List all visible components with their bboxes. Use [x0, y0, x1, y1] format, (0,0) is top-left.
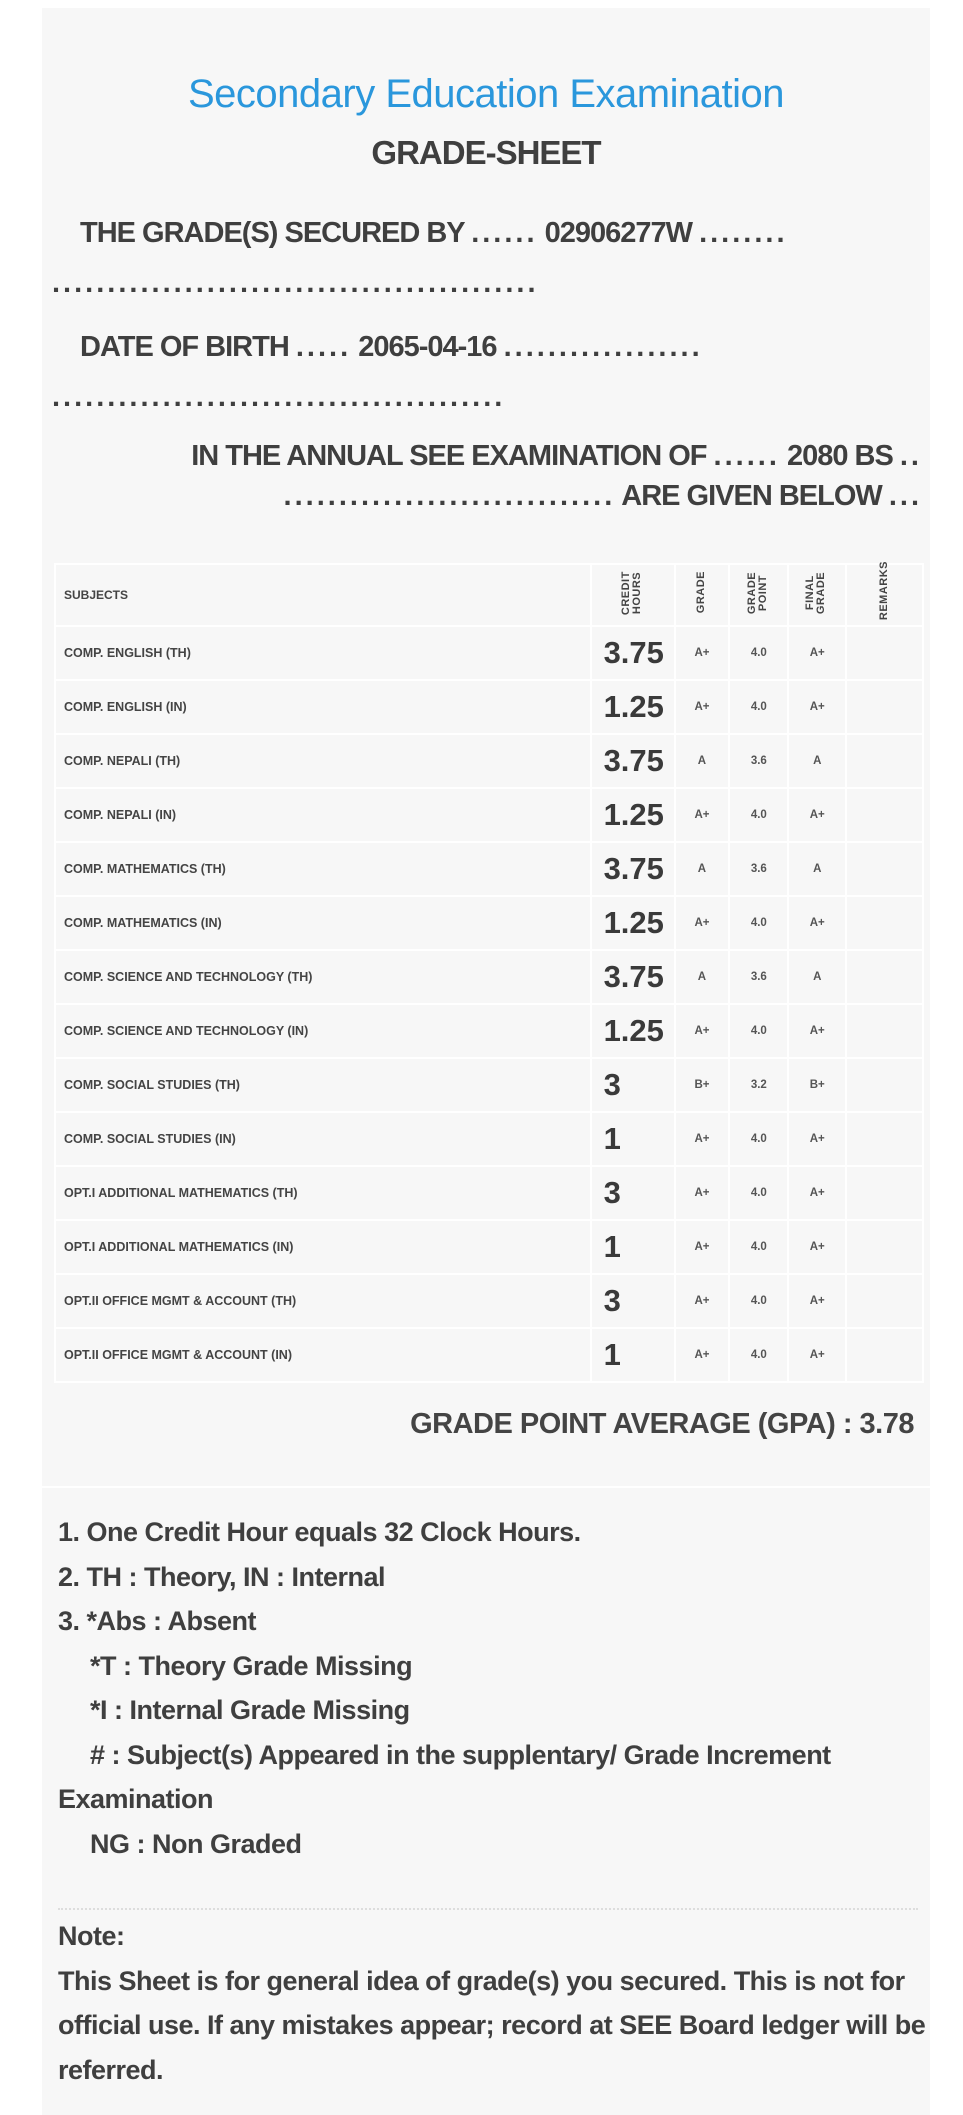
header-subjects: SUBJECTS	[55, 564, 591, 626]
note-heading: Note:	[58, 1921, 125, 1951]
grade-cell: B+	[675, 1058, 730, 1112]
grade-point-cell: 4.0	[729, 1220, 788, 1274]
gpa	[410, 1408, 914, 1441]
grade-sheet-heading: GRADE-SHEET	[371, 134, 601, 171]
subject-cell: COMP. MATHEMATICS (IN)	[55, 896, 591, 950]
grade-point-cell: 4.0	[729, 1004, 788, 1058]
secured-by-label: THE GRADE(S) SECURED BY	[80, 217, 465, 249]
subject-cell: COMP. NEPALI (TH)	[55, 734, 591, 788]
table-row	[55, 734, 923, 788]
dots: ...	[888, 480, 922, 512]
final-grade-cell: A+	[788, 1220, 846, 1274]
divider	[42, 1486, 930, 1488]
grade-cell: A+	[675, 1112, 730, 1166]
table-row	[55, 1328, 923, 1382]
remarks-cell	[846, 1004, 923, 1058]
credit-hours-cell: 1.25	[591, 788, 675, 842]
subject-cell: COMP. MATHEMATICS (TH)	[55, 842, 591, 896]
exam-line	[52, 436, 922, 516]
final-grade-cell: A+	[788, 788, 846, 842]
credit-hours-cell: 1.25	[591, 680, 675, 734]
credit-hours-cell: 1	[591, 1328, 675, 1382]
dob-line	[52, 322, 922, 422]
remarks-cell	[846, 626, 923, 680]
header-credit-hours: CREDIT HOURS	[591, 564, 675, 626]
credit-hours-cell: 3.75	[591, 950, 675, 1004]
legend-item: NG : Non Graded	[90, 1828, 302, 1859]
remarks-cell	[846, 734, 923, 788]
final-grade-cell: A+	[788, 680, 846, 734]
table-row	[55, 626, 923, 680]
table-row	[55, 1166, 923, 1220]
legend-item: 1. One Credit Hour equals 32 Clock Hours.	[58, 1517, 581, 1547]
given-below-text: ARE GIVEN BELOW	[621, 480, 882, 512]
grades-table	[54, 563, 924, 1383]
subject-cell: COMP. ENGLISH (IN)	[55, 680, 591, 734]
disclaimer-note	[58, 1914, 928, 2092]
table-row	[55, 1274, 923, 1328]
grade-cell: A+	[675, 1220, 730, 1274]
remarks-cell	[846, 950, 923, 1004]
final-grade-cell: A+	[788, 896, 846, 950]
exam-label: IN THE ANNUAL SEE EXAMINATION OF	[191, 440, 707, 472]
grade-point-cell: 3.6	[729, 950, 788, 1004]
credit-hours-cell: 1.25	[591, 1004, 675, 1058]
credit-hours-cell: 3.75	[591, 626, 675, 680]
credit-hours-cell: 3.75	[591, 842, 675, 896]
subject-cell: COMP. SOCIAL STUDIES (TH)	[55, 1058, 591, 1112]
remarks-cell	[846, 1274, 923, 1328]
header-final-grade: FINAL GRADE	[788, 564, 846, 626]
grade-point-cell: 3.6	[729, 734, 788, 788]
credit-hours-cell: 1	[591, 1112, 675, 1166]
grade-cell: A+	[675, 896, 730, 950]
subject-cell: COMP. SOCIAL STUDIES (IN)	[55, 1112, 591, 1166]
subject-cell: COMP. NEPALI (IN)	[55, 788, 591, 842]
dots: ........	[699, 217, 788, 249]
dots: .....	[295, 331, 352, 363]
remarks-cell	[846, 1328, 923, 1382]
grade-sheet-card	[42, 8, 930, 2115]
final-grade-cell: A+	[788, 1166, 846, 1220]
remarks-cell	[846, 896, 923, 950]
grade-cell: A	[675, 950, 730, 1004]
dots: .........................................	[52, 381, 506, 413]
note-body: This Sheet is for general idea of grade(s) you secured. This is not for official use. If any mistakes appear; record at SEE Board ledger will be referred.	[58, 1965, 926, 2085]
final-grade-cell: A	[788, 950, 846, 1004]
remarks-cell	[846, 1166, 923, 1220]
grade-cell: A	[675, 734, 730, 788]
dots: ......	[471, 217, 538, 249]
grade-cell: A+	[675, 626, 730, 680]
header-remarks: REMARKS	[846, 564, 923, 626]
grade-point-cell: 4.0	[729, 1166, 788, 1220]
credit-hours-cell: 3	[591, 1166, 675, 1220]
legend-list	[58, 1510, 918, 1866]
dots: ..............................	[283, 480, 616, 512]
legend-item: *I : Internal Grade Missing	[90, 1695, 410, 1725]
dots: ..................	[503, 331, 703, 363]
remarks-cell	[846, 842, 923, 896]
credit-hours-cell: 1.25	[591, 896, 675, 950]
credit-hours-cell: 3	[591, 1058, 675, 1112]
legend-item: 3. *Abs : Absent	[58, 1606, 257, 1636]
grade-cell: A+	[675, 1274, 730, 1328]
table-row	[55, 950, 923, 1004]
grade-point-cell: 4.0	[729, 680, 788, 734]
secured-by-line	[52, 208, 922, 308]
final-grade-cell: A+	[788, 626, 846, 680]
grade-point-cell: 3.6	[729, 842, 788, 896]
legend-item: # : Subject(s) Appeared in the supplentary/ Grade Increment Examination	[58, 1739, 831, 1814]
dob-value: 2065-04-16	[358, 331, 497, 363]
remarks-cell	[846, 1112, 923, 1166]
table-row	[55, 842, 923, 896]
legend-item: 2. TH : Theory, IN : Internal	[58, 1561, 386, 1592]
final-grade-cell: A+	[788, 1274, 846, 1328]
subject-cell: COMP. SCIENCE AND TECHNOLOGY (TH)	[55, 950, 591, 1004]
credit-hours-cell: 3	[591, 1274, 675, 1328]
legend-item: *T : Theory Grade Missing	[90, 1650, 413, 1681]
grade-point-cell: 3.2	[729, 1058, 788, 1112]
table-header-row	[55, 564, 923, 626]
final-grade-cell: A+	[788, 1004, 846, 1058]
grade-point-cell: 4.0	[729, 788, 788, 842]
subject-cell: OPT.II OFFICE MGMT & ACCOUNT (IN)	[55, 1328, 591, 1382]
final-grade-cell: B+	[788, 1058, 846, 1112]
grade-point-cell: 4.0	[729, 896, 788, 950]
grade-point-cell: 4.0	[729, 1112, 788, 1166]
divider	[58, 1908, 918, 1910]
subject-cell: OPT.I ADDITIONAL MATHEMATICS (TH)	[55, 1166, 591, 1220]
gpa-value: 3.78	[859, 1408, 914, 1440]
final-grade-cell: A	[788, 734, 846, 788]
remarks-cell	[846, 1220, 923, 1274]
grade-cell: A+	[675, 788, 730, 842]
grade-point-cell: 4.0	[729, 1328, 788, 1382]
table-row	[55, 1220, 923, 1274]
dob-label: DATE OF BIRTH	[80, 331, 289, 363]
dots: ..	[899, 440, 922, 472]
credit-hours-cell: 3.75	[591, 734, 675, 788]
table-row	[55, 1112, 923, 1166]
subject-cell: COMP. ENGLISH (TH)	[55, 626, 591, 680]
remarks-cell	[846, 680, 923, 734]
dots: ......	[713, 440, 780, 472]
table-row	[55, 1004, 923, 1058]
symbol-number: 02906277W	[544, 217, 692, 249]
table-row	[55, 896, 923, 950]
grade-cell: A	[675, 842, 730, 896]
remarks-cell	[846, 788, 923, 842]
subject-cell: OPT.I ADDITIONAL MATHEMATICS (IN)	[55, 1220, 591, 1274]
final-grade-cell: A+	[788, 1112, 846, 1166]
subject-cell: COMP. SCIENCE AND TECHNOLOGY (IN)	[55, 1004, 591, 1058]
credit-hours-cell: 1	[591, 1220, 675, 1274]
gpa-label: GRADE POINT AVERAGE (GPA) :	[410, 1408, 852, 1440]
table-row	[55, 1058, 923, 1112]
header-grade: GRADE	[675, 564, 730, 626]
remarks-cell	[846, 1058, 923, 1112]
exam-title: Secondary Education Examination	[188, 72, 784, 116]
header-grade-point: GRADE POINT	[729, 564, 788, 626]
table-row	[55, 788, 923, 842]
final-grade-cell: A	[788, 842, 846, 896]
dots: ............................................	[52, 267, 539, 299]
grade-point-cell: 4.0	[729, 626, 788, 680]
grade-cell: A+	[675, 680, 730, 734]
table-row	[55, 680, 923, 734]
subject-cell: OPT.II OFFICE MGMT & ACCOUNT (TH)	[55, 1274, 591, 1328]
final-grade-cell: A+	[788, 1328, 846, 1382]
grade-cell: A+	[675, 1166, 730, 1220]
exam-year: 2080 BS	[786, 440, 893, 472]
grade-cell: A+	[675, 1328, 730, 1382]
grade-point-cell: 4.0	[729, 1274, 788, 1328]
grade-cell: A+	[675, 1004, 730, 1058]
